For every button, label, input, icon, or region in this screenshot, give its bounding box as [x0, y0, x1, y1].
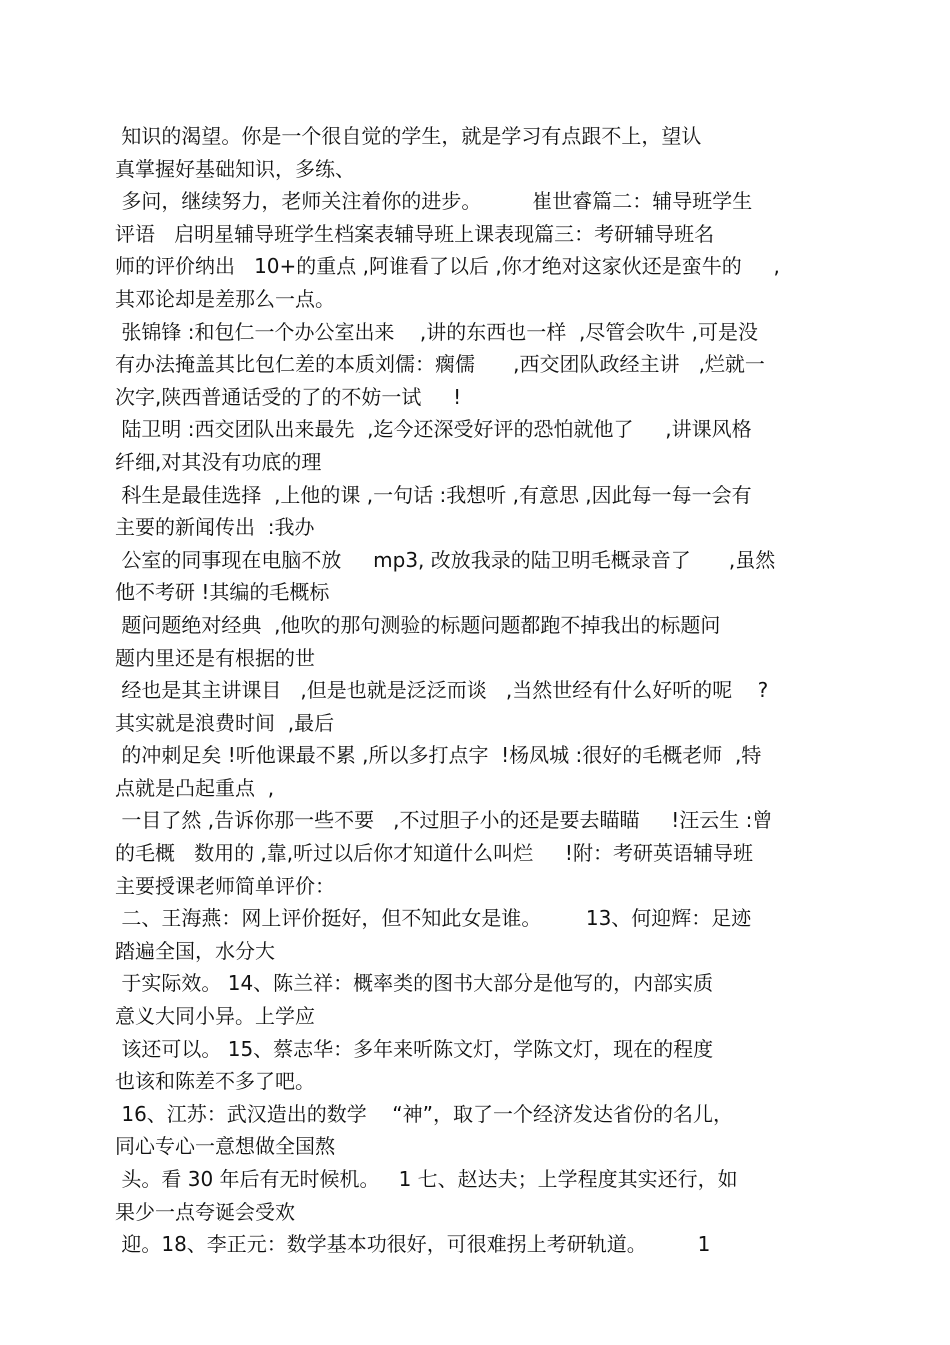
text-line: 他不考研 !其编的毛概标	[115, 580, 330, 605]
text-line: 该还可以。 15、蔡志华：多年来听陈文灯，学陈文灯，现在的程度	[115, 1036, 714, 1061]
text-line: 真掌握好基础知识，多练、	[115, 156, 355, 181]
text-line: 陆卫明 :西交团队出来最先 ,迄今还深受好评的恐怕就他了 ,讲课风格	[115, 417, 752, 442]
text-line: 其实就是浪费时间 ,最后	[115, 710, 335, 735]
text-line: 点就是凸起重点 ,	[115, 775, 275, 800]
text-line: 张锦锋 :和包仁一个办公室出来 ,讲的东西也一样 ,尽管会吹牛 ,可是没	[115, 319, 759, 344]
text-line: 的冲刺足矣 !听他课最不累 ,所以多打点字 !杨凤城 :很好的毛概老师 ,特	[115, 743, 762, 768]
text-line: 纤细,对其没有功底的理	[115, 449, 322, 474]
text-line: 主要授课老师简单评价：	[115, 873, 335, 898]
text-line: 同心专心一意想做全国熬	[115, 1134, 335, 1159]
text-line: 知识的渴望。你是一个很自觉的学生，就是学习有点跟不上，望认	[115, 124, 702, 148]
text-line: 其邓论却是差那么一点。	[115, 286, 335, 311]
text-line: 多问，继续努力，老师关注着你的进步。 崔世睿篇二：辅导班学生	[115, 189, 753, 214]
text-line: 的毛概 数用的 ,靠,听过以后你才知道什么叫烂 !附：考研英语辅导班	[115, 841, 753, 866]
text-line: 公室的同事现在电脑不放 mp3, 改放我录的陆卫明毛概录音了 ,虽然	[115, 547, 776, 572]
text-line: 次字,陕西普通话受的了的不妨一试 !	[115, 384, 462, 409]
text-line: 一目了然 ,告诉你那一些不要 ,不过胆子小的还是要去瞄瞄 !汪云生 :曾	[115, 808, 773, 833]
text-line: 迎。18、李正元：数学基本功很好，可很难拐上考研轨道。 1	[115, 1232, 711, 1257]
text-line: 经也是其主讲课目 ,但是也就是泛泛而谈 ,当然世经有什么好听的呢 ?	[115, 678, 769, 703]
text-line: 果少一点夸诞会受欢	[115, 1199, 295, 1224]
text-line: 评语 启明星辅导班学生档案表辅导班上课表现篇三：考研辅导班名	[115, 221, 715, 246]
text-line: 科生是最佳选择 ,上他的课 ,一句话 :我想听 ,有意思 ,因此每一每一会有	[115, 482, 752, 507]
text-line: 也该和陈差不多了吧。	[115, 1069, 315, 1094]
text-line: 于实际效。 14、陈兰祥：概率类的图书大部分是他写的，内部实质	[115, 971, 714, 996]
text-line: 主要的新闻传出 :我办	[115, 515, 315, 540]
text-line: 16、江苏：武汉造出的数学 “神”，取了一个经济发达省份的名儿，	[115, 1101, 733, 1126]
text-line: 题内里还是有根据的世	[115, 645, 315, 670]
text-line: 师的评价纳出 10+的重点 ,阿谁看了以后 ,你才绝对这家伙还是蛮牛的 ,	[115, 254, 780, 279]
text-line: 题问题绝对经典 ,他吹的那句测验的标题问题都跑不掉我出的标题问	[115, 612, 721, 637]
text-line: 有办法掩盖其比包仁差的本质刘儒：瘸儒 ,西交团队政经主讲 ,烂就一	[115, 352, 765, 377]
text-line: 意义大同小异。上学应	[115, 1004, 315, 1029]
text-line: 二、王海燕：网上评价挺好，但不知此女是谁。 13、何迎辉：足迹	[115, 906, 752, 931]
text-line: 头。看 30 年后有无时候机。 1 七、赵达夫；上学程度其实还行，如	[115, 1167, 738, 1191]
document-body	[115, 120, 835, 1261]
text-line: 踏遍全国，水分大	[115, 938, 275, 963]
